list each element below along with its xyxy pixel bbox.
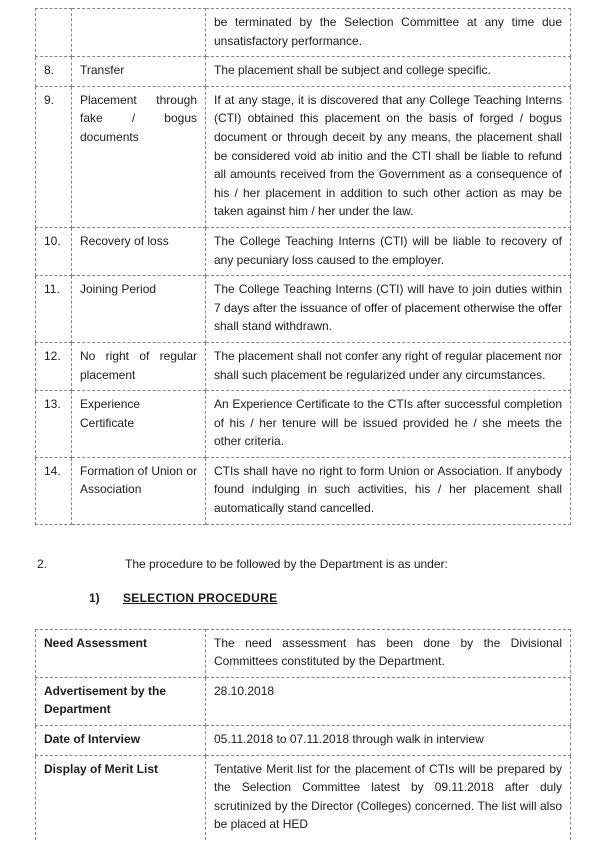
- row-desc-cell: An Experience Certificate to the CTIs after successful completion of his / her tenure will be issued provided he / she meets the other criteria.: [206, 391, 571, 458]
- row-number-cell: 9.: [36, 86, 72, 227]
- heading-title: SELECTION PROCEDURE: [123, 590, 278, 605]
- row-number-cell: 13.: [36, 391, 72, 458]
- table-row: [36, 342, 571, 390]
- row-label-cell: Date of Interview: [36, 726, 206, 756]
- table-row: [36, 57, 571, 87]
- row-number-cell: 8.: [36, 57, 72, 87]
- table-row: [36, 457, 571, 524]
- table-row: [36, 276, 571, 343]
- paragraph-number: 2.: [37, 556, 48, 571]
- table-row: [36, 755, 571, 840]
- row-term-cell: Formation of Union or Association: [72, 457, 206, 524]
- row-number-cell: [36, 9, 72, 57]
- row-number-cell: 11.: [36, 276, 72, 343]
- paragraph-text: The procedure to be followed by the Department is as under:: [125, 556, 448, 571]
- row-term-cell: Recovery of loss: [72, 227, 206, 275]
- row-term-cell: No right of regular placement: [72, 342, 206, 390]
- table-row: [36, 9, 571, 57]
- procedure-table: [35, 629, 571, 840]
- heading-number: 1): [89, 590, 100, 605]
- table-row: [36, 391, 571, 458]
- row-term-cell: Transfer: [72, 57, 206, 87]
- row-number-cell: 14.: [36, 457, 72, 524]
- table-row: [36, 86, 571, 227]
- row-term-cell: [72, 9, 206, 57]
- procedure-paragraph: [37, 557, 570, 571]
- row-label-cell: Display of Merit List: [36, 755, 206, 840]
- row-desc-cell: The placement shall not confer any right of regular placement nor shall such placement be regularized under any circumstances.: [206, 342, 571, 390]
- table-row: [36, 227, 571, 275]
- table-row: [36, 629, 571, 677]
- row-desc-cell: The College Teaching Interns (CTI) will be liable to recovery of any pecuniary loss caused to the employer.: [206, 227, 571, 275]
- row-term-cell: Joining Period: [72, 276, 206, 343]
- row-number-cell: 10.: [36, 227, 72, 275]
- selection-procedure-heading: [89, 591, 570, 605]
- row-value-cell: The need assessment has been done by the Divisional Committees constituted by the Department.: [206, 629, 571, 677]
- row-number-cell: 12.: [36, 342, 72, 390]
- table-row: [36, 677, 571, 725]
- row-desc-cell: CTIs shall have no right to form Union or Association. If anybody found indulging in such activities, his / her placement shall automatically stand cancelled.: [206, 457, 571, 524]
- row-value-cell: Tentative Merit list for the placement of CTIs will be prepared by the Selection Committee latest by 09.11.2018 after duly scrutinized by the Director (Colleges) concerned. The list will also be placed at HED: [206, 755, 571, 840]
- row-term-cell: Experience Certificate: [72, 391, 206, 458]
- row-term-cell: Placement through fake / bogus documents: [72, 86, 206, 227]
- terms-table: [35, 8, 571, 525]
- row-label-cell: Advertisement by the Department: [36, 677, 206, 725]
- row-desc-cell: be terminated by the Selection Committee at any time due unsatisfactory performance.: [206, 9, 571, 57]
- row-desc-cell: The placement shall be subject and college specific.: [206, 57, 571, 87]
- table-row: [36, 726, 571, 756]
- row-desc-cell: If at any stage, it is discovered that any College Teaching Interns (CTI) obtained this placement on the basis of forged / bogus document or through deceit by any means, the placement shall be considered void ab initio and the CTI shall be liable to refund all amounts received from the Government as a consequence of his / her placement in addition to such other action as may be taken against him / her under the law.: [206, 86, 571, 227]
- row-value-cell: 28.10.2018: [206, 677, 571, 725]
- row-value-cell: 05.11.2018 to 07.11.2018 through walk in interview: [206, 726, 571, 756]
- row-label-cell: Need Assessment: [36, 629, 206, 677]
- row-desc-cell: The College Teaching Interns (CTI) will have to join duties within 7 days after the issuance of offer of placement otherwise the offer shall stand withdrawn.: [206, 276, 571, 343]
